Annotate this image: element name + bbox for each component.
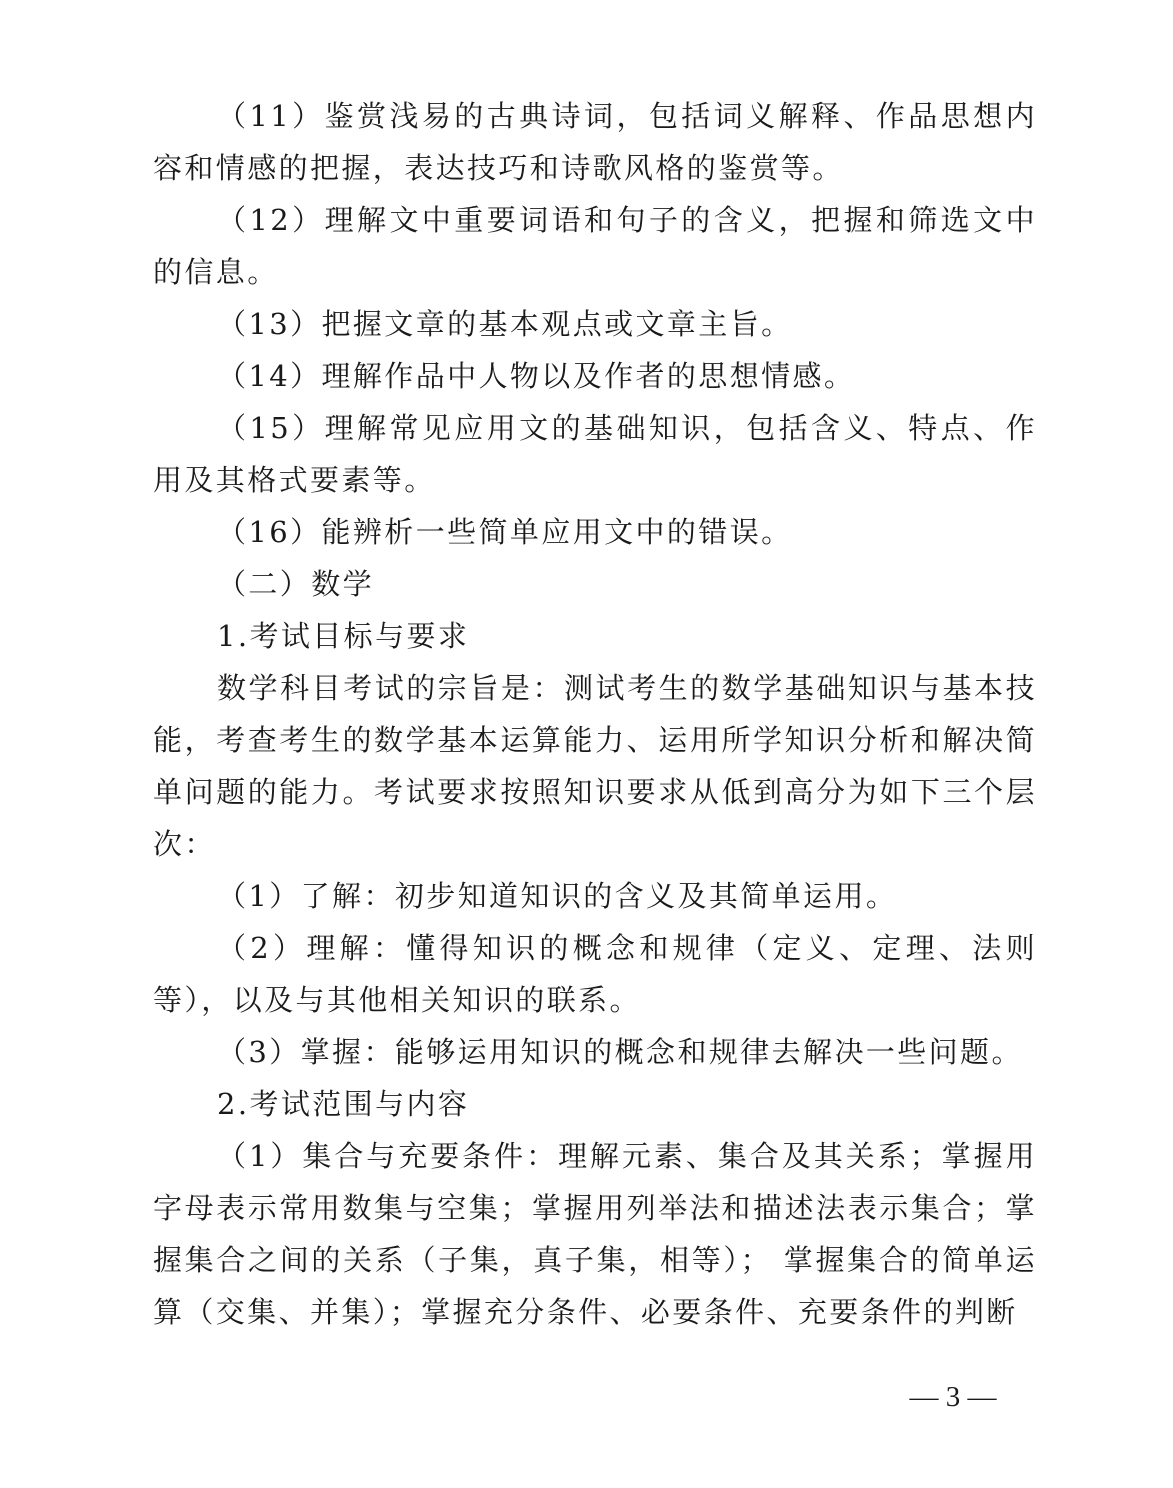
subheading-exam-goals: 1.考试目标与要求 [217,619,470,653]
paragraph-item-15: （15）理解常见应用文的基础知识，包括含义、特点、作用及其格式要素等。 [153,411,1037,497]
paragraph-item-11: （11）鉴赏浅易的古典诗词，包括词义解释、作品思想内容和情感的把握，表达技巧和诗歌风格的鉴赏等。 [153,99,1037,185]
paragraph-item-13: （13）把握文章的基本观点或文章主旨。 [217,307,793,341]
paragraph-level-master: （3）掌握：能够运用知识的概念和规律去解决一些问题。 [217,1035,1023,1069]
section-heading-math: （二）数学 [217,567,375,601]
paragraph-sets-conditions: （1）集合与充要条件：理解元素、集合及其关系；掌握用字母表示常用数集与空集；掌握用列举法和描述法表示集合；掌握集合之间的关系（子集，真子集，相等）； 掌握集合的简单运算（交集、并集）；掌握充分条件、必要条件、充要条件的判断 [153,1139,1037,1329]
paragraph-level-understand: （1）了解：初步知道知识的含义及其简单运用。 [217,879,898,913]
document-body [153,90,1037,1338]
paragraph-item-16: （16）能辨析一些简单应用文中的错误。 [217,515,793,549]
paragraph-item-14: （14）理解作品中人物以及作者的思想情感。 [217,359,856,393]
paragraph-item-12: （12）理解文中重要词语和句子的含义，把握和筛选文中的信息。 [153,203,1037,289]
paragraph-exam-purpose: 数学科目考试的宗旨是：测试考生的数学基础知识与基本技能，考查考生的数学基本运算能力、运用所学知识分析和解决简单问题的能力。考试要求按照知识要求从低到高分为如下三个层次： [153,671,1037,861]
page-number: — 3 — [909,1381,997,1413]
paragraph-level-comprehend: （2）理解：懂得知识的概念和规律（定义、定理、法则等），以及与其他相关知识的联系。 [153,931,1037,1017]
subheading-exam-scope: 2.考试范围与内容 [217,1087,470,1121]
